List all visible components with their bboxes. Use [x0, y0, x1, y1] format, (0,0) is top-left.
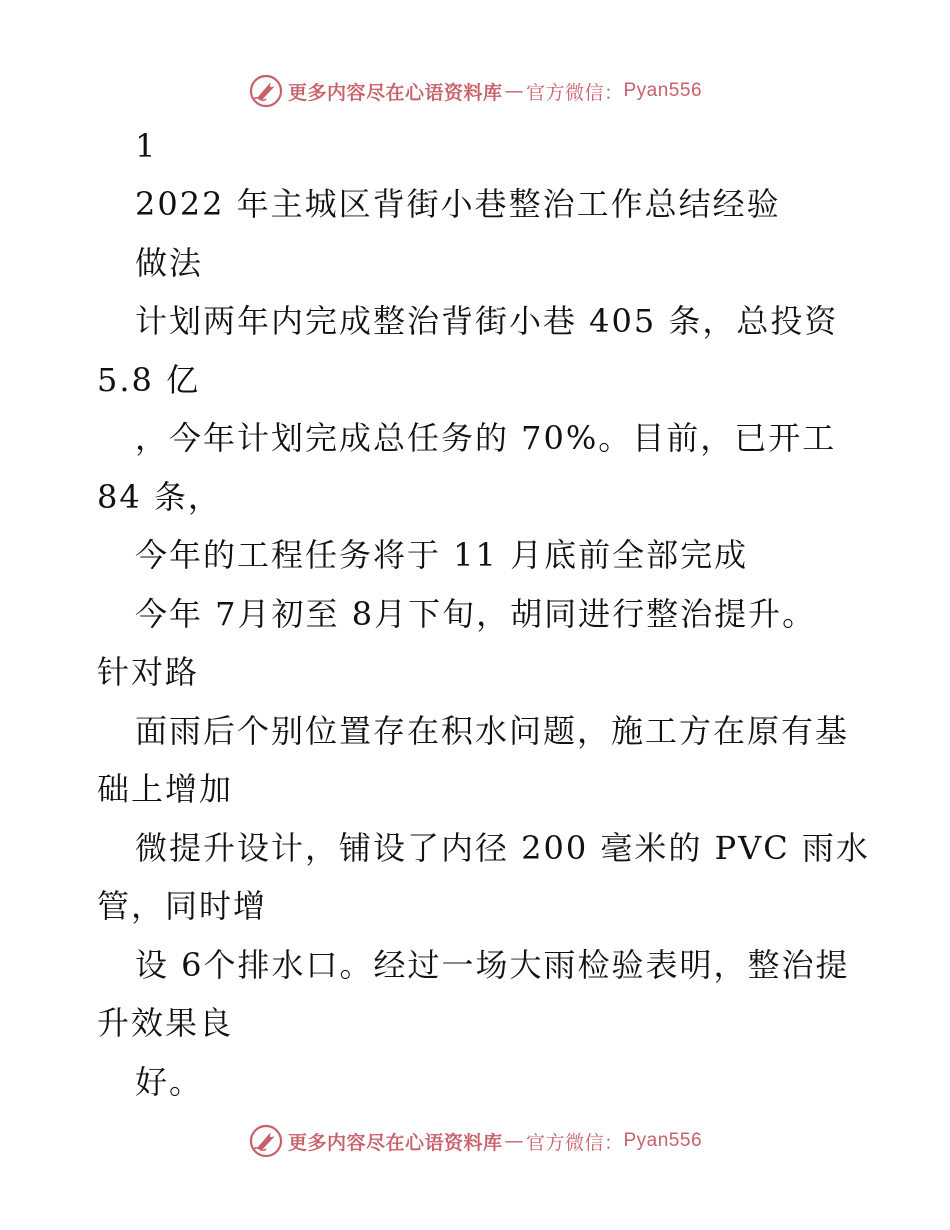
paragraph-line: 微提升设计，铺设了内径 200 毫米的 PVC 雨水 [135, 829, 870, 867]
watermark-separator: — [504, 80, 524, 102]
paragraph-line: 今年的工程任务将于 11 月底前全部完成 [135, 536, 749, 574]
watermark-text: 更多内容尽在心语资料库 [287, 1131, 503, 1154]
pen-nib-logo-icon [248, 1123, 284, 1159]
watermark-wechat-label: 官方微信： [525, 1131, 624, 1154]
paragraph-line: 针对路 [97, 653, 200, 691]
paragraph-line: 础上增加 [97, 770, 234, 808]
paragraph-line: 计划两年内完成整治背街小巷 405 条，总投资 [135, 302, 839, 340]
paragraph-line: 好。 [135, 1063, 204, 1101]
paragraph-line: 升效果良 [97, 1004, 234, 1042]
document-title-line-1: 2022 年主城区背街小巷整治工作总结经验 [135, 185, 781, 223]
document-title-line-2: 做法 [135, 244, 204, 282]
watermark-text: 更多内容尽在心语资料库 [287, 81, 503, 104]
paragraph-line: ，今年计划完成总任务的 70%。目前，已开工 [135, 419, 837, 457]
paragraph-line: 设 6个排水口。经过一场大雨检验表明，整治提 [135, 946, 850, 984]
pen-nib-logo-icon [248, 73, 284, 109]
watermark-wechat-id: Pyan556 [623, 1130, 703, 1151]
paragraph-line: 5.8 亿 [97, 361, 201, 399]
paragraph-line: 面雨后个别位置存在积水问题，施工方在原有基 [135, 712, 850, 750]
header-watermark [0, 71, 950, 111]
page-number: 1 [135, 127, 158, 165]
watermark-wechat-id: Pyan556 [623, 80, 703, 101]
paragraph-line: 今年 7月初至 8月下旬，胡同进行整治提升。 [135, 595, 817, 633]
paragraph-line: 管，同时增 [97, 887, 268, 925]
paragraph-line: 84 条， [97, 478, 222, 516]
watermark-wechat-label: 官方微信： [525, 81, 624, 104]
watermark-separator: — [504, 1130, 524, 1152]
footer-watermark [0, 1121, 950, 1161]
